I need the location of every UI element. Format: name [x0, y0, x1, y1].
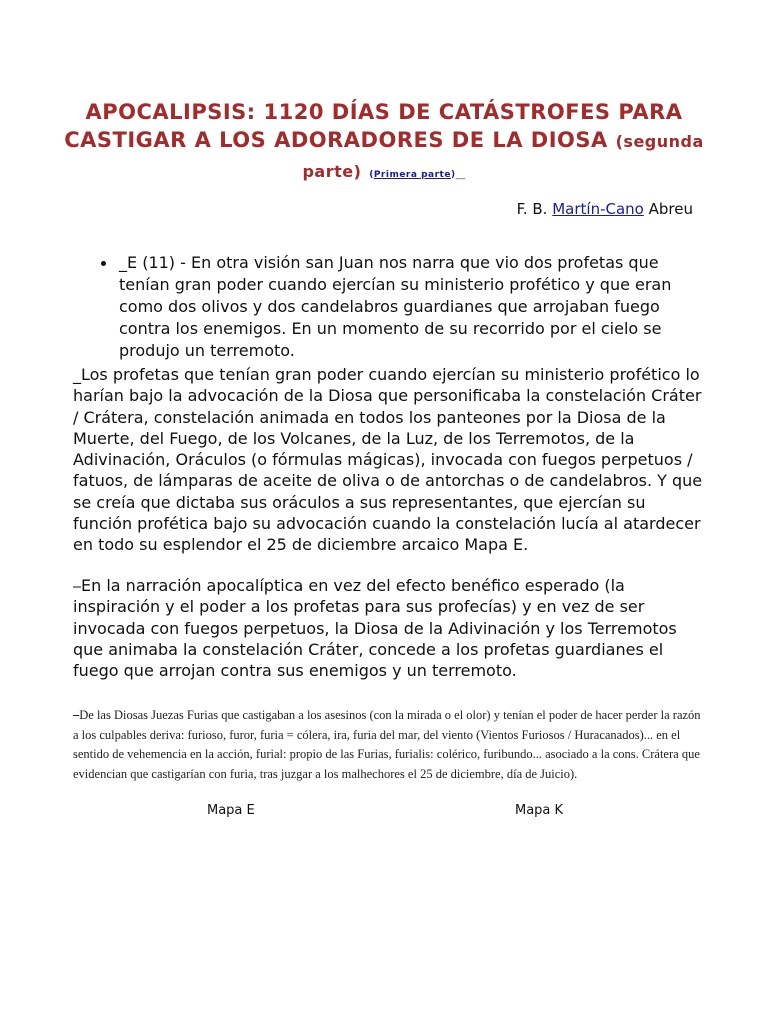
list-item: _E (11) - En otra visión san Juan nos narra que vio dos profetas que tenían gran poder cuando ejercían su ministerio profético y que eran como dos olivos y dos candelabros guardianes que arrojaban fuego contra los enemigos. En un momento de su recorrido por el cielo se produjo un terremoto. — [95, 252, 695, 362]
page-title — [40, 98, 728, 189]
bullet-list — [95, 252, 695, 362]
title-mark: __ — [455, 170, 466, 180]
first-part-link[interactable]: Primera parte — [373, 170, 451, 180]
paragraph-prophets: _Los profetas que tenían gran poder cuando ejercían su ministerio profético lo harían bajo la advocación de la Diosa que personificaba la constelación Cráter / Crátera, constelación animada en todos los panteones por la Diosa de la Muerte, del Fuego, de los Volcanes, de la Luz, de los Terremotos, de la Adivinación, Oráculos (o fórmulas mágicas), invocada con fuegos perpetuos / fatuos, de lámparas de aceite de oliva o de antorchas o de candelabros. Y que se creía que dictaba sus oráculos a sus representantes, que ejercían su función profética bajo su advocación cuando la constelación lucía al atardecer en todo su esplendor el 25 de diciembre arcaico Mapa E. — [73, 365, 703, 555]
author-surname-link[interactable]: Martín-Cano — [552, 200, 644, 218]
author-surname2: Abreu — [648, 200, 693, 218]
paragraph-apocalyptic-narration: ⎯En la narración apocalíptica en vez del efecto benéfico esperado (la inspiración y el poder a los profetas para sus profecías) y en vez de ser invocada con fuegos perpetuos, la Diosa de la Adivinación y los Terremotos que animaba la constelación Cráter, concede a los profetas guardianes el fuego que arrojan contra sus enemigos y un terremoto. — [73, 576, 677, 681]
title-main: APOCALIPSIS: 1120 DÍAS DE CATÁSTROFES PARA CASTIGAR A LOS ADORADORES DE LA DIOSA — [64, 100, 683, 152]
map-k-label: Mapa K — [515, 803, 564, 818]
author-prefix: F. B. — [516, 200, 548, 218]
first-part-link-close: ) — [450, 170, 456, 180]
paragraph-furias: ⎯De las Diosas Juezas Furias que castigaban a los asesinos (con la mirada o el olor) y tenían el poder de hacer perder la razón a los culpables deriva: furioso, furor, furia = cólera, ira, furia del mar, del viento (Vientos Furiosos / Huracanados)... en el sentido de vehemencia en la acción, furial: propio de las Furias, furialis: colérico, furibundo... asociado a la cons. Crátera que evidencian que castigarían con furia, tras juzgar a los malhechores el 25 de diciembre, día de Juicio). — [73, 708, 701, 781]
author-line — [517, 200, 693, 218]
first-part-link-open: ( — [369, 170, 374, 180]
title-subtitle: (segunda parte) — [302, 132, 704, 181]
map-e-label: Mapa E — [207, 803, 255, 818]
